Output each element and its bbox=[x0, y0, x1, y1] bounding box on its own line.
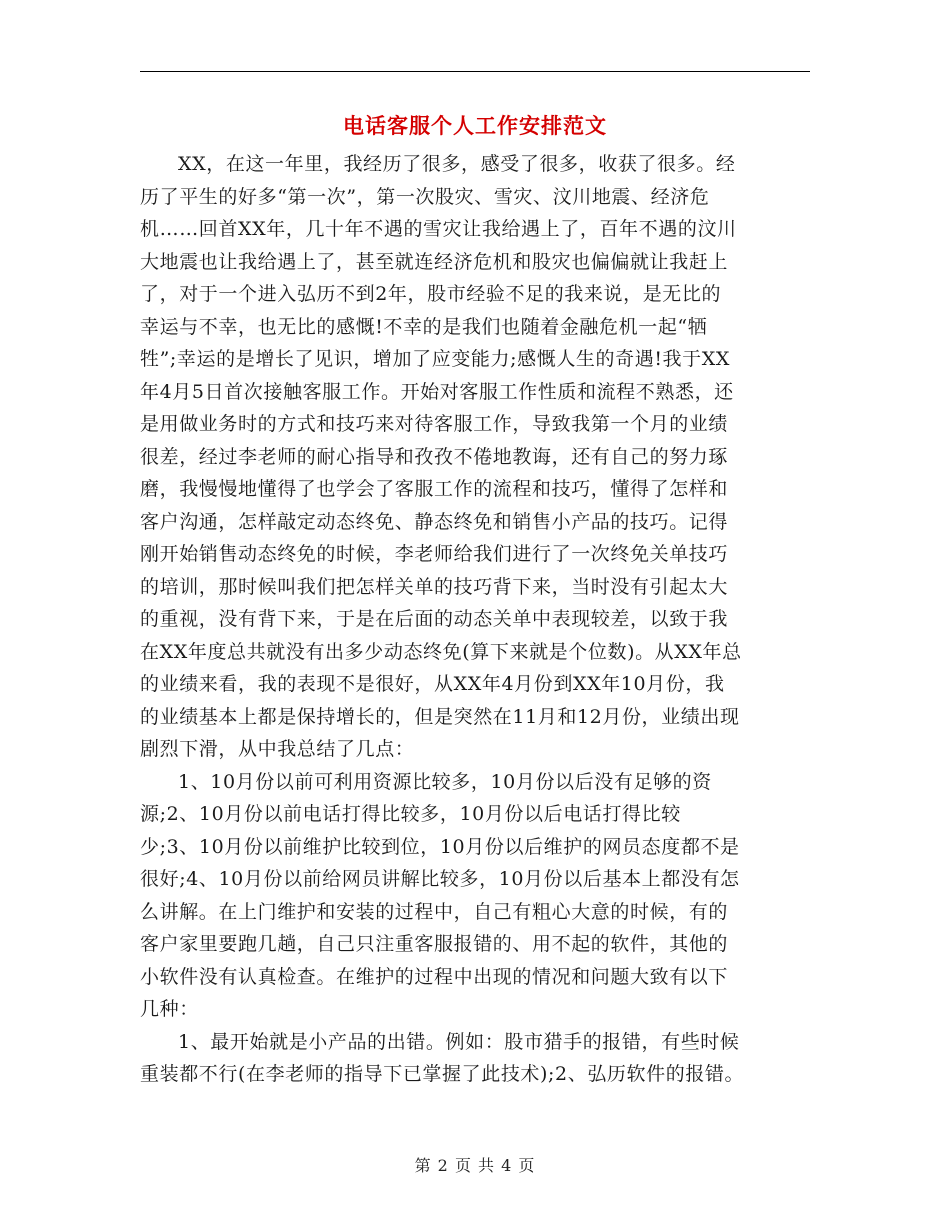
text-line: 幸运与不幸，也无比的感慨!不幸的是我们也随着金融危机一起“牺 bbox=[140, 315, 708, 338]
text-line: 几种： bbox=[140, 998, 199, 1020]
text-line: 机……回首XX年，几十年不遇的雪灾让我给遇上了，百年不遇的汶川 bbox=[140, 218, 737, 240]
document-body bbox=[140, 148, 820, 1091]
text-line: 的重视，没有背下来，于是在后面的动态关单中表现较差，以致于我 bbox=[140, 608, 729, 630]
text-line: 的业绩基本上都是保持增长的，但是突然在11月和12月份，业绩出现 bbox=[140, 705, 740, 728]
text-line: 在XX年度总共就没有出多少动态终免(算下来就是个位数)。从XX年总 bbox=[140, 640, 742, 663]
text-line: 小软件没有认真检查。在维护的过程中出现的情况和问题大致有以下 bbox=[140, 965, 729, 988]
text-line: 重装都不行(在李老师的指导下已掌握了此技术);2、弘历软件的报错。 bbox=[140, 1063, 745, 1085]
text-line: 么讲解。在上门维护和安装的过程中，自己有粗心大意的时候，有的 bbox=[140, 900, 729, 923]
text-line: 1、10月份以前可利用资源比较多，10月份以后没有足够的资 bbox=[178, 770, 712, 793]
page-number: 第 2 页 共 4 页 bbox=[414, 1156, 536, 1175]
text-line: 很好;4、10月份以前给网员讲解比较多，10月份以后基本上都没有怎 bbox=[140, 868, 740, 890]
text-line: 大地震也让我给遇上了，甚至就连经济危机和股灾也偏偏就让我赶上 bbox=[140, 250, 729, 273]
text-line: 的培训，那时候叫我们把怎样关单的技巧背下来，当时没有引起太大 bbox=[140, 575, 729, 598]
text-line: 少;3、10月份以前维护比较到位，10月份以后维护的网员态度都不是 bbox=[140, 835, 740, 858]
text-line: 很差，经过李老师的耐心指导和孜孜不倦地教诲，还有自己的努力琢 bbox=[140, 445, 729, 468]
text-line: 了，对于一个进入弘历不到2年，股市经验不足的我来说，是无比的 bbox=[140, 283, 722, 305]
text-line: 剧烈下滑，从中我总结了几点： bbox=[140, 738, 415, 760]
text-line: XX，在这一年里，我经历了很多，感受了很多，收获了很多。经 bbox=[178, 153, 736, 175]
header-rule bbox=[140, 71, 810, 72]
text-line: 磨，我慢慢地懂得了也学会了客服工作的流程和技巧，懂得了怎样和 bbox=[140, 478, 729, 500]
text-line: 源;2、10月份以前电话打得比较多，10月份以后电话打得比较 bbox=[140, 803, 681, 825]
text-line: 历了平生的好多“第一次”，第一次股灾、雪灾、汶川地震、经济危 bbox=[140, 185, 710, 208]
text-line: 客户沟通，怎样敲定动态终免、静态终免和销售小产品的技巧。记得 bbox=[140, 510, 729, 533]
text-line: 的业绩来看，我的表现不是很好，从XX年4月份到XX年10月份，我 bbox=[140, 673, 725, 695]
text-line: 1、最开始就是小产品的出错。例如：股市猎手的报错，有些时候 bbox=[178, 1030, 740, 1053]
text-line: 刚开始销售动态终免的时候，李老师给我们进行了一次终免关单技巧 bbox=[140, 543, 729, 565]
text-line: 是用做业务时的方式和技巧来对待客服工作，导致我第一个月的业绩 bbox=[140, 413, 729, 435]
document-title: 电话客服个人工作安排范文 bbox=[343, 113, 607, 138]
text-line: 牲”;幸运的是增长了见识，增加了应变能力;感慨人生的奇遇!我于XX bbox=[140, 348, 731, 370]
text-line: 客户家里要跑几趟，自己只注重客服报错的、用不起的软件，其他的 bbox=[140, 933, 729, 955]
text-line: 年4月5日首次接触客服工作。开始对客服工作性质和流程不熟悉，还 bbox=[140, 380, 734, 403]
